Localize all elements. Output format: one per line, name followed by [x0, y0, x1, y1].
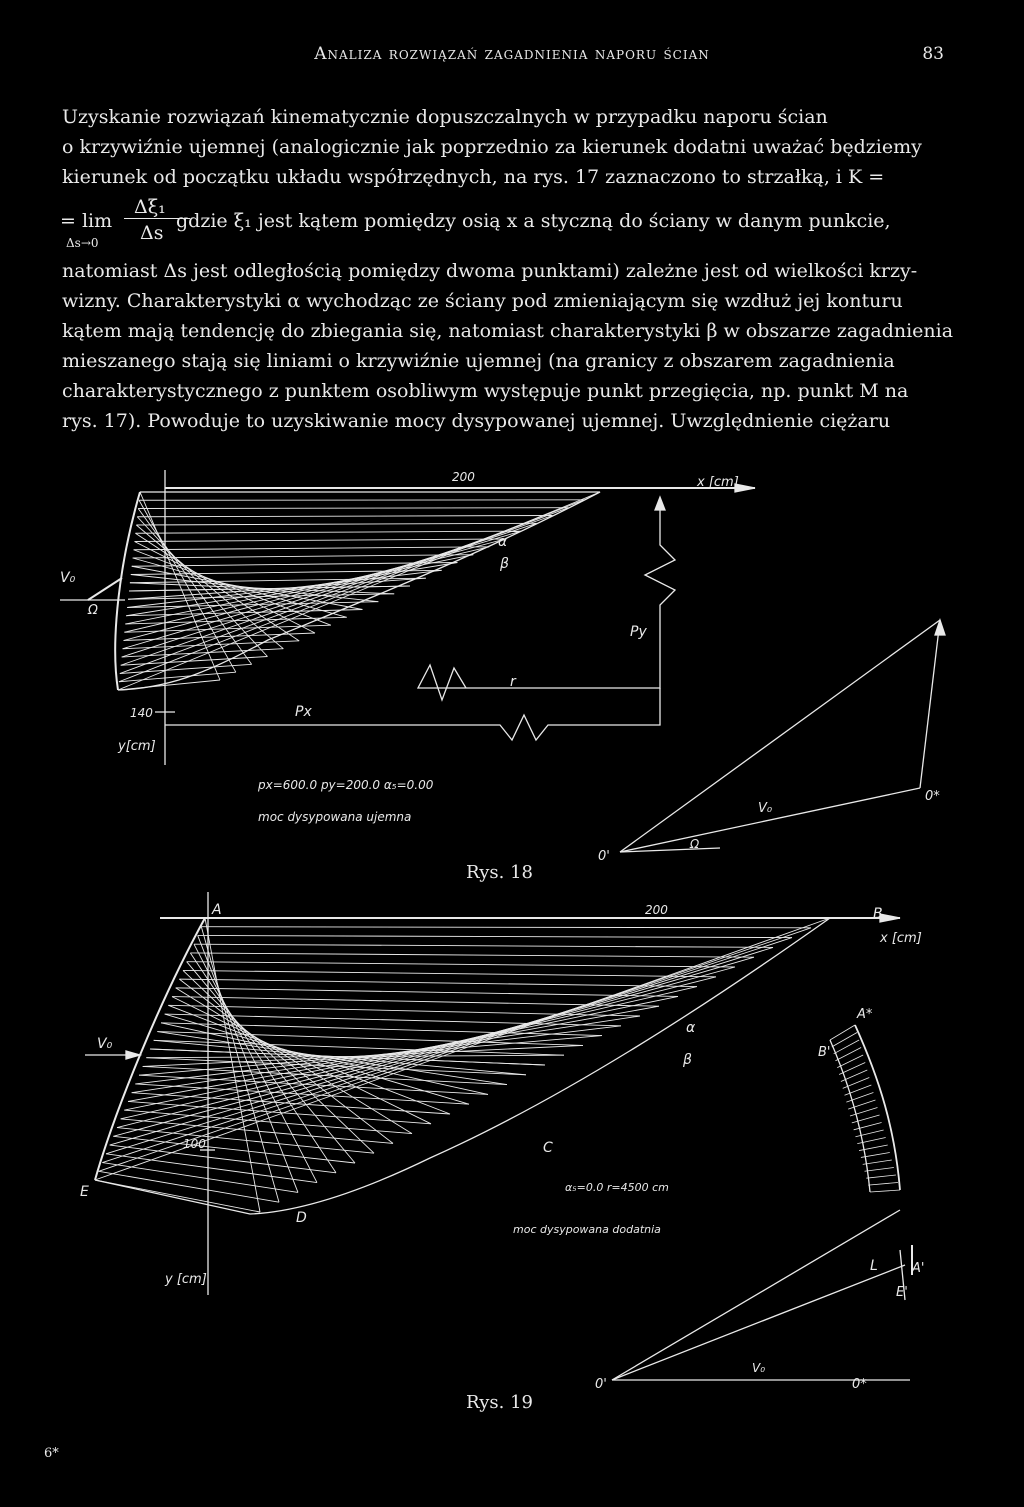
formula-numerator: Δξ₁ — [134, 196, 166, 218]
fig18-x-tick: 200 — [452, 470, 475, 484]
page-number: 83 — [922, 44, 944, 64]
fig19-x-tick: 200 — [645, 903, 668, 917]
fig19-y-axis-label: y [cm] — [165, 1272, 207, 1287]
fig18-y-tick: 140 — [130, 706, 153, 720]
text-line: natomiast Δs jest odległością pomiędzy dwoma punktami) zależne jest od wielkości krzy- — [62, 260, 918, 282]
fig19-b-label: B — [873, 906, 883, 922]
fig19-e-label: E — [80, 1184, 89, 1200]
text-line: wizny. Charakterystyki α wychodząc ze ściany pod zmieniającym się wzdłuż jej konturu — [62, 290, 903, 312]
text-line: o krzywiźnie ujemnej (analogicznie jak poprzednio za kierunek dodatni uważać będziemy — [62, 136, 922, 158]
formula-limit-subscript: Δs→0 — [66, 236, 99, 250]
fig19-hodograph-o: 0' — [595, 1377, 607, 1392]
text-line: kątem mają tendencję do zbiegania się, natomiast charakterystyki β w obszarze zagadnienia — [62, 320, 954, 342]
fig19-bprime-label: B' — [818, 1045, 831, 1060]
fig19-c-label: C — [543, 1140, 553, 1156]
fig19-hodograph-ostar: 0* — [852, 1377, 867, 1392]
fig18-px-label: Px — [295, 704, 312, 720]
fig19-x-axis-label: x [cm] — [880, 931, 922, 946]
fig18-note: moc dysypowana ujemna — [258, 810, 412, 824]
fig18-x-axis-label: x [cm] — [697, 475, 739, 490]
fig19-y-tick: 100 — [183, 1137, 206, 1151]
fig19-hodograph-v0: V₀ — [752, 1361, 766, 1375]
formula-text: gdzie ξ₁ jest kątem pomiędzy osią x a styczną do ściany w danym punkcie, — [176, 210, 891, 232]
fig18-hodograph-ostar: 0* — [925, 789, 940, 804]
fig19-note: moc dysypowana dodatnia — [513, 1223, 661, 1236]
fig19-params: α₅=0.0 r=4500 cm — [565, 1181, 669, 1194]
fig19-beta-label: β — [683, 1052, 692, 1068]
fig19-d-label: D — [296, 1210, 307, 1226]
formula-denominator: Δs — [140, 222, 164, 244]
fig18-beta-label: β — [500, 556, 509, 572]
fig19-eprime-label: E' — [896, 1285, 908, 1300]
fig18-v0-label: V₀ — [60, 570, 76, 586]
fig19-astar-label: A* — [857, 1007, 873, 1022]
figure-19-caption: Rys. 19 — [466, 1392, 533, 1413]
fig18-py-label: Py — [630, 624, 647, 640]
text-line: charakterystycznego z punktem osobliwym występuje punkt przegięcia, np. punkt M na — [62, 380, 909, 402]
text-line: kierunek od początku układu współrzędnych, na rys. 17 zaznaczono to strzałką, i K = — [62, 166, 885, 188]
fig18-params: px=600.0 py=200.0 α₅=0.00 — [258, 778, 434, 792]
figure-18-caption: Rys. 18 — [466, 862, 533, 883]
fig18-alpha-label: α — [498, 534, 508, 550]
fig18-hodograph-o: 0' — [598, 849, 610, 864]
signature-mark: 6* — [44, 1446, 59, 1461]
fig18-omega-label: Ω — [88, 603, 98, 618]
fig19-l-label: L — [870, 1258, 878, 1274]
fig19-v0-label: V₀ — [97, 1036, 113, 1052]
formula-lim: = lim — [60, 210, 113, 232]
text-line: Uzyskanie rozwiązań kinematycznie dopuszczalnych w przypadku naporu ścian — [62, 106, 828, 128]
running-header: Analiza rozwiązań zagadnienia naporu ścian — [314, 44, 710, 64]
fig19-a-label: A — [212, 902, 222, 918]
text-line: mieszanego stają się liniami o krzywiźnie ujemnej (na granicy z obszarem zagadnienia — [62, 350, 895, 372]
fig19-aprime-label: A' — [912, 1261, 925, 1276]
fig18-y-axis-label: y[cm] — [118, 739, 156, 754]
fig18-hodograph-v0: V₀ — [758, 801, 773, 816]
fig19-alpha-label: α — [686, 1020, 696, 1036]
fig18-r-label: r — [510, 674, 516, 690]
fig18-hodograph-omega: Ω — [690, 837, 700, 851]
text-line: rys. 17). Powoduje to uzyskiwanie mocy dysypowanej ujemnej. Uwzględnienie ciężaru — [62, 410, 891, 432]
